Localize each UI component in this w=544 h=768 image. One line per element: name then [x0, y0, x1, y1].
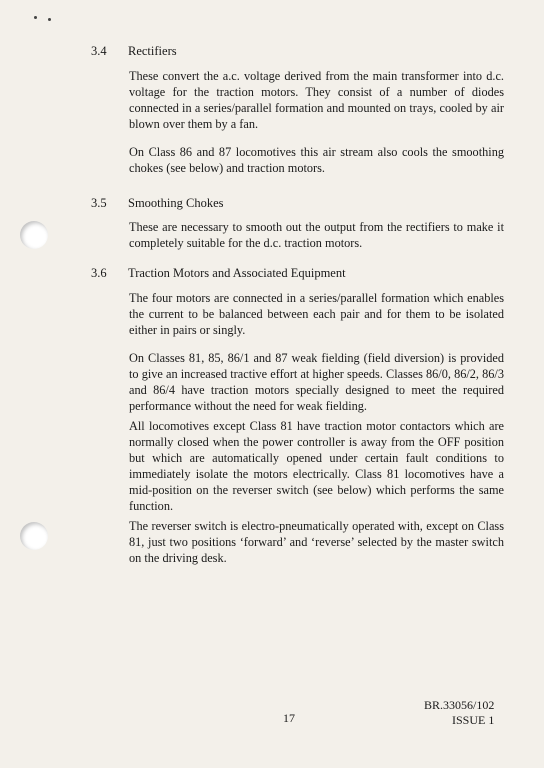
section-number: 3.6: [91, 266, 107, 280]
section-title: Rectifiers: [128, 44, 177, 58]
section-title: Smoothing Chokes: [128, 196, 224, 210]
dust-mark: [34, 16, 37, 19]
punch-hole-top: [20, 221, 48, 249]
dust-mark: [48, 18, 51, 21]
section-number: 3.4: [91, 44, 107, 58]
paragraph-traction-motors-2: On Classes 81, 85, 86/1 and 87 weak fielding (field diversion) is provided to give an increased tractive effort at higher speeds. Classes 86/0, 86/2, 86/3 and 86/4 have traction motors specially designed to meet the required performance without the need for weak fielding.: [129, 351, 504, 413]
issue-number: ISSUE 1: [452, 713, 495, 727]
section-number: 3.5: [91, 196, 107, 210]
paragraph-traction-motors-3: All locomotives except Class 81 have traction motor contactors which are normally closed when the power controller is away from the OFF position but which are automatically opened under certain fault conditions to immediately isolate the motors electrically. Class 81 locomotives have a mid-position on the reverser switch (see below) which performs the same function.: [129, 419, 504, 513]
page-number: 17: [283, 711, 295, 725]
paragraph-rectifiers-2: On Class 86 and 87 locomotives this air stream also cools the smoothing chokes (see below) and traction motors.: [129, 145, 504, 175]
paragraph-smoothing-chokes: These are necessary to smooth out the output from the rectifiers to make it completely suitable for the d.c. traction motors.: [129, 220, 504, 250]
section-title: Traction Motors and Associated Equipment: [128, 266, 346, 280]
punch-hole-bottom: [20, 522, 48, 550]
paragraph-traction-motors-1: The four motors are connected in a series/parallel formation which enables the current to be balanced between each pair and for them to be isolated either in pairs or singly.: [129, 291, 504, 337]
document-reference: BR.33056/102: [424, 698, 495, 712]
paragraph-traction-motors-4: The reverser switch is electro-pneumatically operated with, except on Class 81, just two positions ‘forward’ and ‘reverse’ selected by the master switch on the driving desk.: [129, 519, 504, 565]
paragraph-rectifiers-1: These convert the a.c. voltage derived from the main transformer into d.c. voltage for the traction motors. They consist of a number of diodes connected in a series/parallel formation and mounted on trays, cooled by air blown over them by a fan.: [129, 69, 504, 131]
